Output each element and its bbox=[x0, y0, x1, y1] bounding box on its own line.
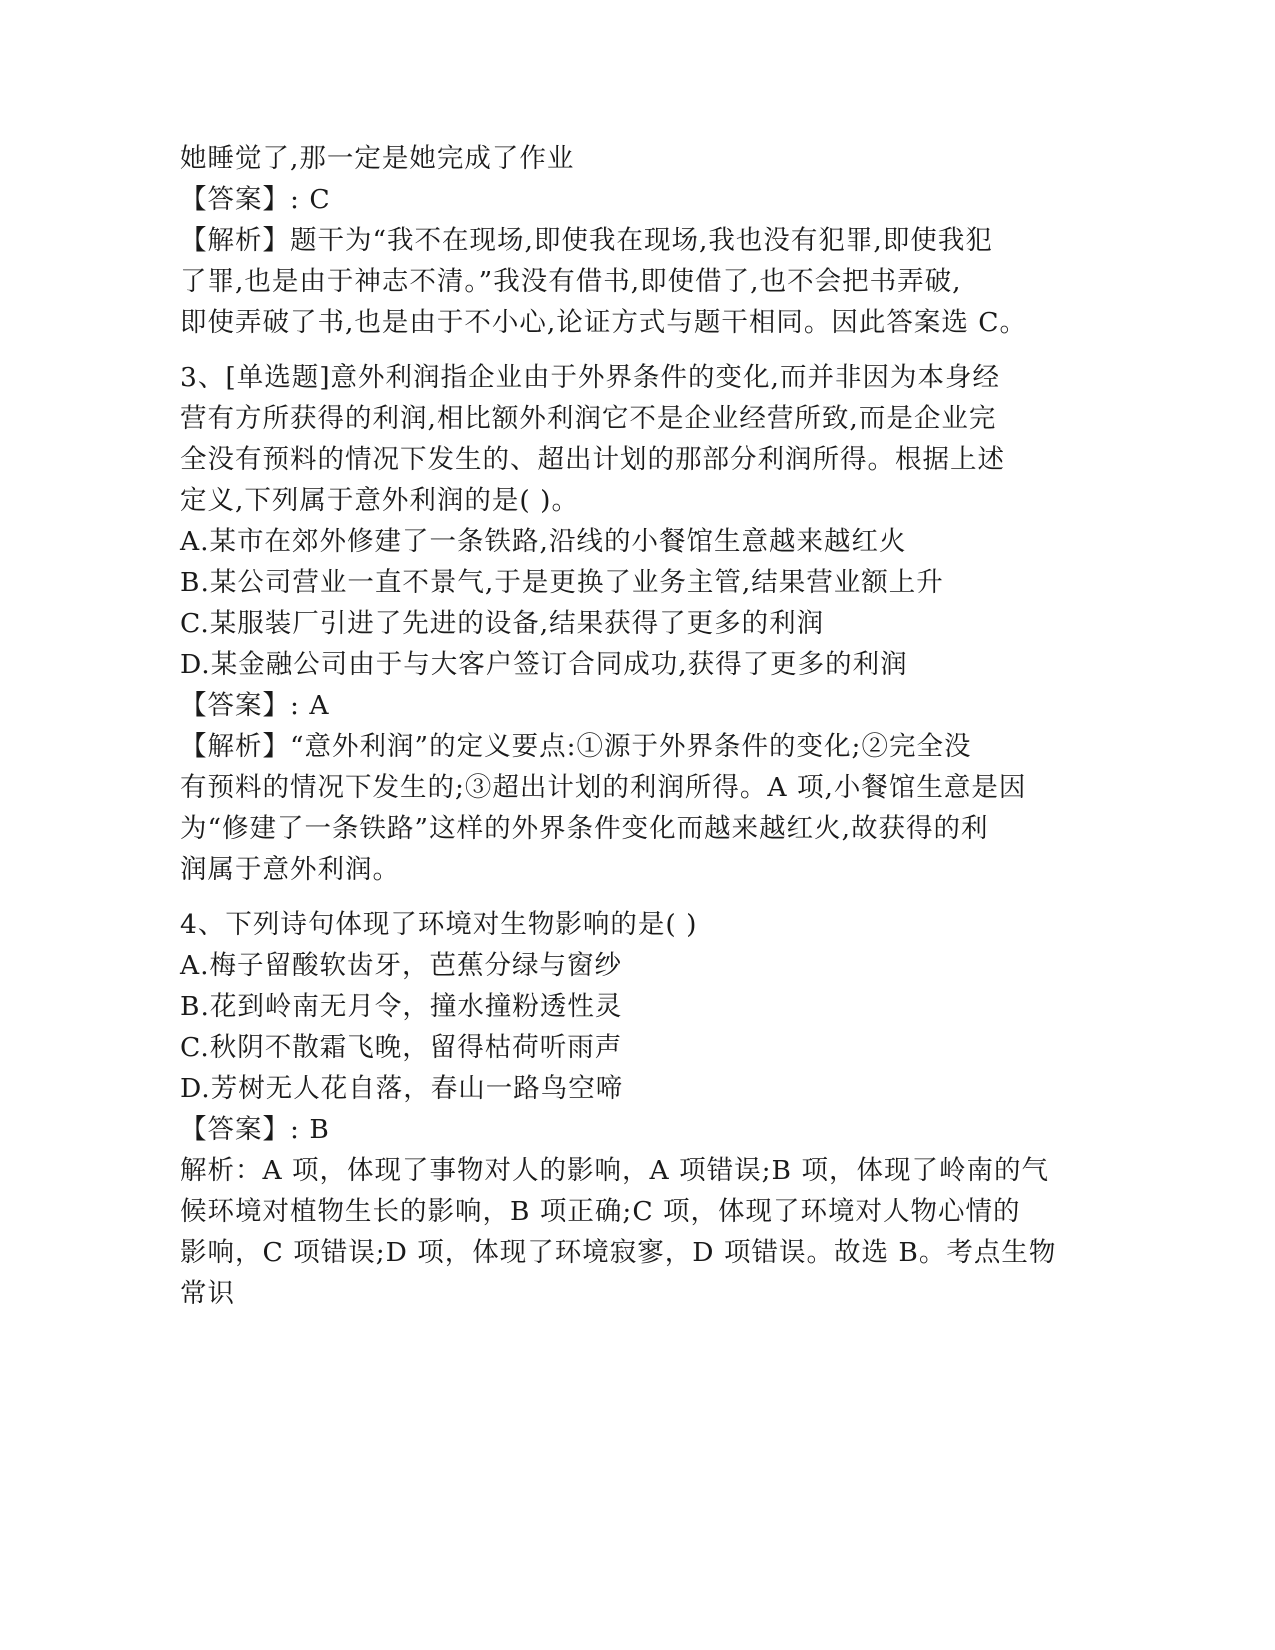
prev-question-tail: 她睡觉了,那一定是她完成了作业 bbox=[180, 143, 575, 174]
q3-option-b: B.某公司营业一直不景气,于是更换了业务主管,结果营业额上升 bbox=[180, 567, 944, 598]
answer-value: A bbox=[309, 690, 330, 721]
q3-answer-line: 【答案】: A bbox=[180, 690, 330, 721]
q3-analysis-line: 有预料的情况下发生的;③超出计划的利润所得。A 项,小餐馆生意是因 bbox=[180, 772, 1027, 803]
q3-analysis-line: 为“修建了一条铁路”这样的外界条件变化而越来越红火,故获得的利 bbox=[180, 813, 989, 844]
q3-analysis-line: 【解析】“意外利润”的定义要点:①源于外界条件的变化;②完全没 bbox=[180, 731, 972, 762]
q3-analysis-line: 润属于意外利润。 bbox=[180, 854, 400, 885]
prev-answer-line: 【答案】: C bbox=[180, 184, 331, 215]
analysis-label: 【解析】 bbox=[180, 225, 290, 256]
q4-analysis-line: 解析：A 项，体现了事物对人的影响，A 项错误;B 项，体现了岭南的气 bbox=[180, 1155, 1049, 1186]
q4-analysis-line: 影响，C 项错误;D 项，体现了环境寂寥，D 项错误。故选 B。考点生物 bbox=[180, 1237, 1057, 1268]
q4-option-b: B.花到岭南无月令，撞水撞粉透性灵 bbox=[180, 991, 623, 1022]
answer-value: C bbox=[309, 184, 331, 215]
prev-analysis-line: 即使弄破了书,也是由于不小心,论证方式与题干相同。因此答案选 C。 bbox=[180, 307, 1028, 338]
document-page bbox=[180, 138, 1080, 1314]
q3-option-a: A.某市在郊外修建了一条铁路,沿线的小餐馆生意越来越红火 bbox=[180, 526, 907, 557]
q4-analysis-line: 候环境对植物生长的影响，B 项正确;C 项，体现了环境对人物心情的 bbox=[180, 1196, 1021, 1227]
q3-stem-line: 全没有预料的情况下发生的、超出计划的那部分利润所得。根据上述 bbox=[180, 444, 1005, 475]
prev-analysis-line: 【解析】题干为“我不在现场,即使我在现场,我也没有犯罪,即使我犯 bbox=[180, 225, 993, 256]
q4-option-a: A.梅子留酸软齿牙，芭蕉分绿与窗纱 bbox=[180, 950, 623, 981]
q4-answer-line: 【答案】: B bbox=[180, 1114, 330, 1145]
answer-label: 【答案】 bbox=[180, 1114, 290, 1145]
answer-label: 【答案】 bbox=[180, 690, 290, 721]
q4-analysis-line: 常识 bbox=[180, 1278, 235, 1309]
prev-analysis-line: 了罪,也是由于神志不清。”我没有借书,即使借了,也不会把书弄破, bbox=[180, 266, 962, 297]
answer-label: 【答案】 bbox=[180, 184, 290, 215]
q3-stem-line: 营有方所获得的利润,相比额外利润它不是企业经营所致,而是企业完 bbox=[180, 403, 997, 434]
q4-option-d: D.芳树无人花自落，春山一路鸟空啼 bbox=[180, 1073, 624, 1104]
q3-stem-line: 定义,下列属于意外利润的是( )。 bbox=[180, 485, 580, 516]
q4-option-c: C.秋阴不散霜飞晚，留得枯荷听雨声 bbox=[180, 1032, 623, 1063]
q3-stem-line: 3、[单选题]意外利润指企业由于外界条件的变化,而并非因为本身经 bbox=[180, 362, 1000, 393]
q3-option-c: C.某服装厂引进了先进的设备,结果获得了更多的利润 bbox=[180, 608, 825, 639]
q4-stem: 4、下列诗句体现了环境对生物影响的是( ) bbox=[180, 909, 698, 940]
q3-option-d: D.某金融公司由于与大客户签订合同成功,获得了更多的利润 bbox=[180, 649, 908, 680]
answer-value: B bbox=[309, 1114, 330, 1145]
analysis-label: 【解析】 bbox=[180, 731, 290, 762]
